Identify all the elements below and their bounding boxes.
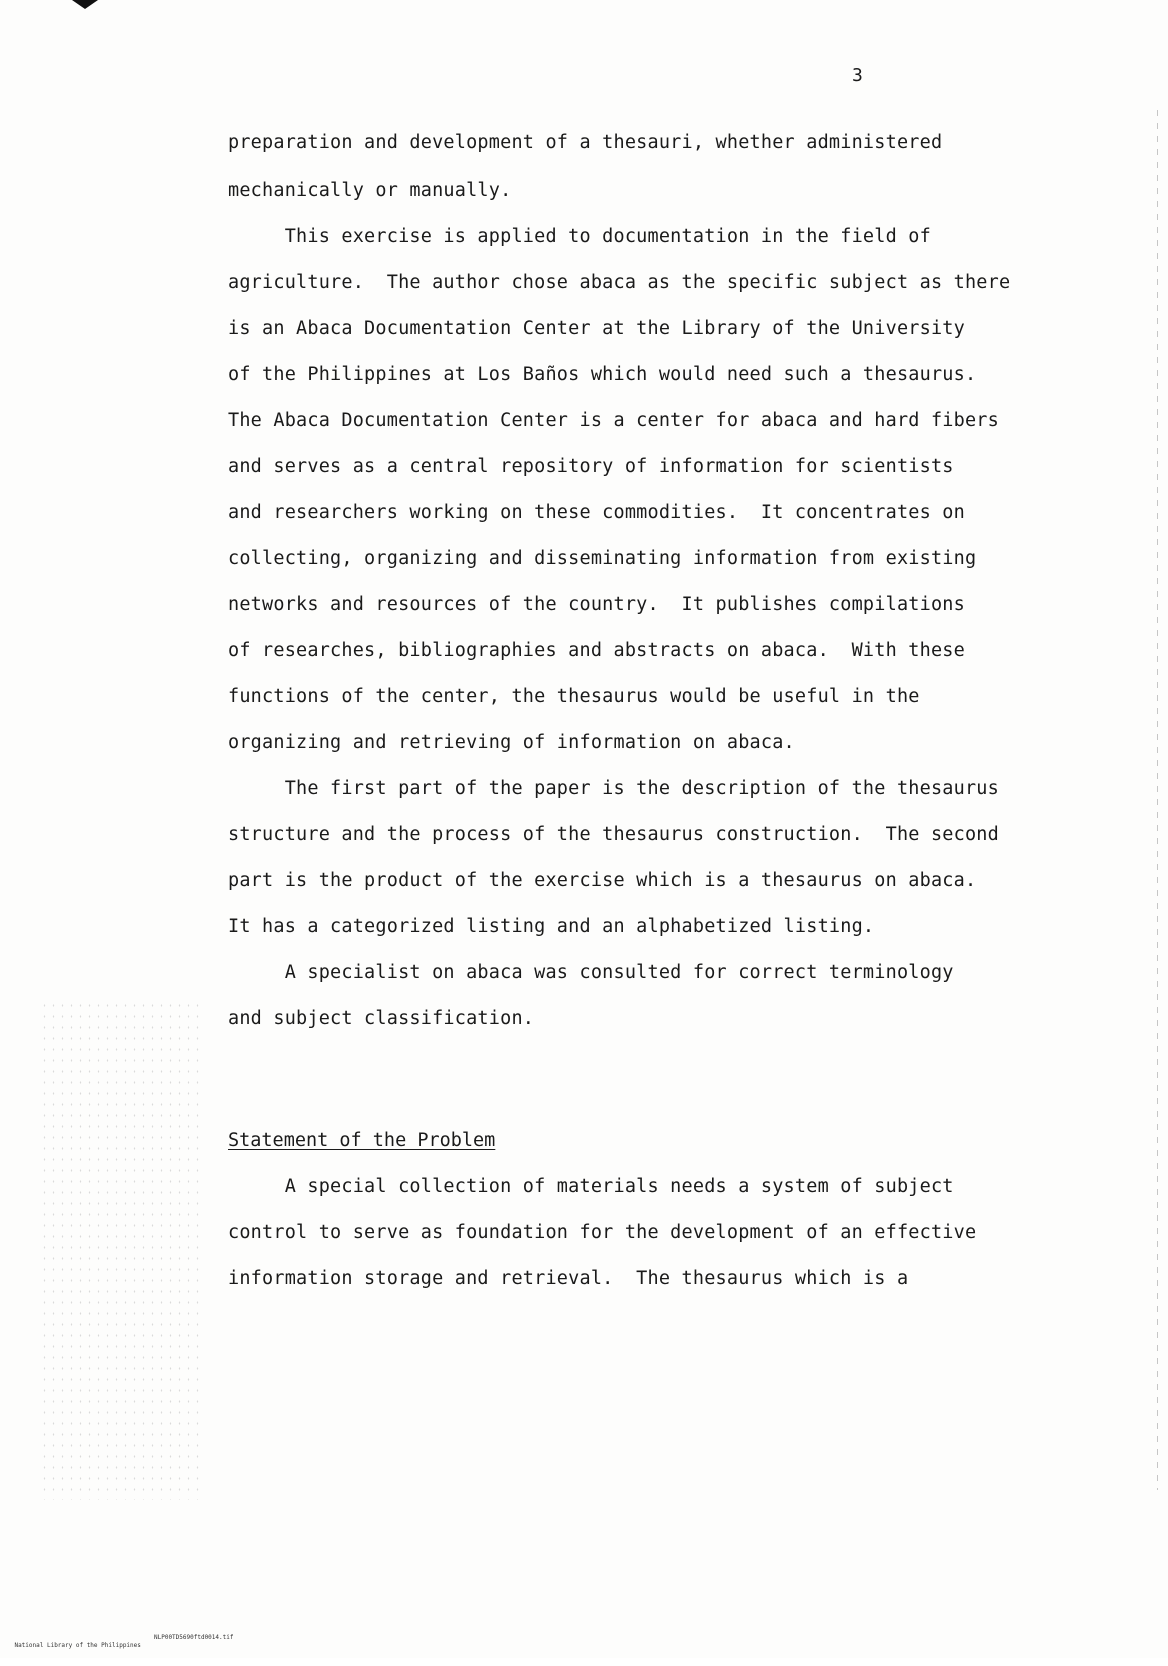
body-line: A specialist on abaca was consulted for correct terminology	[228, 962, 954, 983]
body-line: control to serve as foundation for the development of an effective	[228, 1222, 977, 1243]
body-line: functions of the center, the thesaurus would be useful in the	[228, 686, 920, 707]
body-line: and researchers working on these commodities. It concentrates on	[228, 502, 965, 523]
body-line: mechanically or manually.	[228, 180, 512, 201]
body-line: information storage and retrieval. The thesaurus which is a	[228, 1268, 909, 1289]
body-line: and subject classification.	[228, 1008, 535, 1029]
body-line: The Abaca Documentation Center is a center for abaca and hard fibers	[228, 410, 999, 431]
scan-edge-shadow	[1157, 110, 1158, 1490]
body-line: is an Abaca Documentation Center at the Library of the University	[228, 318, 965, 339]
body-line: This exercise is applied to documentation in the field of	[228, 226, 931, 247]
body-line: collecting, organizing and disseminating information from existing	[228, 548, 977, 569]
scan-corner-mark	[72, 0, 98, 9]
body-line: agriculture. The author chose abaca as the specific subject as there	[228, 272, 1011, 293]
footer-source: National Library of the Philippines	[14, 1642, 141, 1649]
body-line: and serves as a central repository of information for scientists	[228, 456, 954, 477]
footer-filename: NLP00TD5690ftd0014.tif	[154, 1634, 234, 1641]
body-line: part is the product of the exercise which is a thesaurus on abaca.	[228, 870, 977, 891]
body-line: It has a categorized listing and an alphabetized listing.	[228, 916, 875, 937]
body-line: organizing and retrieving of information on abaca.	[228, 732, 795, 753]
body-line: of researches, bibliographies and abstracts on abaca. With these	[228, 640, 965, 661]
body-line: networks and resources of the country. It publishes compilations	[228, 594, 965, 615]
scan-speckles	[40, 1000, 200, 1500]
section-heading: Statement of the Problem	[228, 1130, 496, 1151]
body-line: A special collection of materials needs a system of subject	[228, 1176, 954, 1197]
body-line: structure and the process of the thesaurus construction. The second	[228, 824, 999, 845]
body-line: preparation and development of a thesauri, whether administered	[228, 132, 943, 153]
page-number: 3	[852, 65, 863, 86]
body-line: of the Philippines at Los Baños which would need such a thesaurus.	[228, 364, 977, 385]
scan-footer	[0, 1634, 234, 1666]
body-line: The first part of the paper is the description of the thesaurus	[228, 778, 999, 799]
